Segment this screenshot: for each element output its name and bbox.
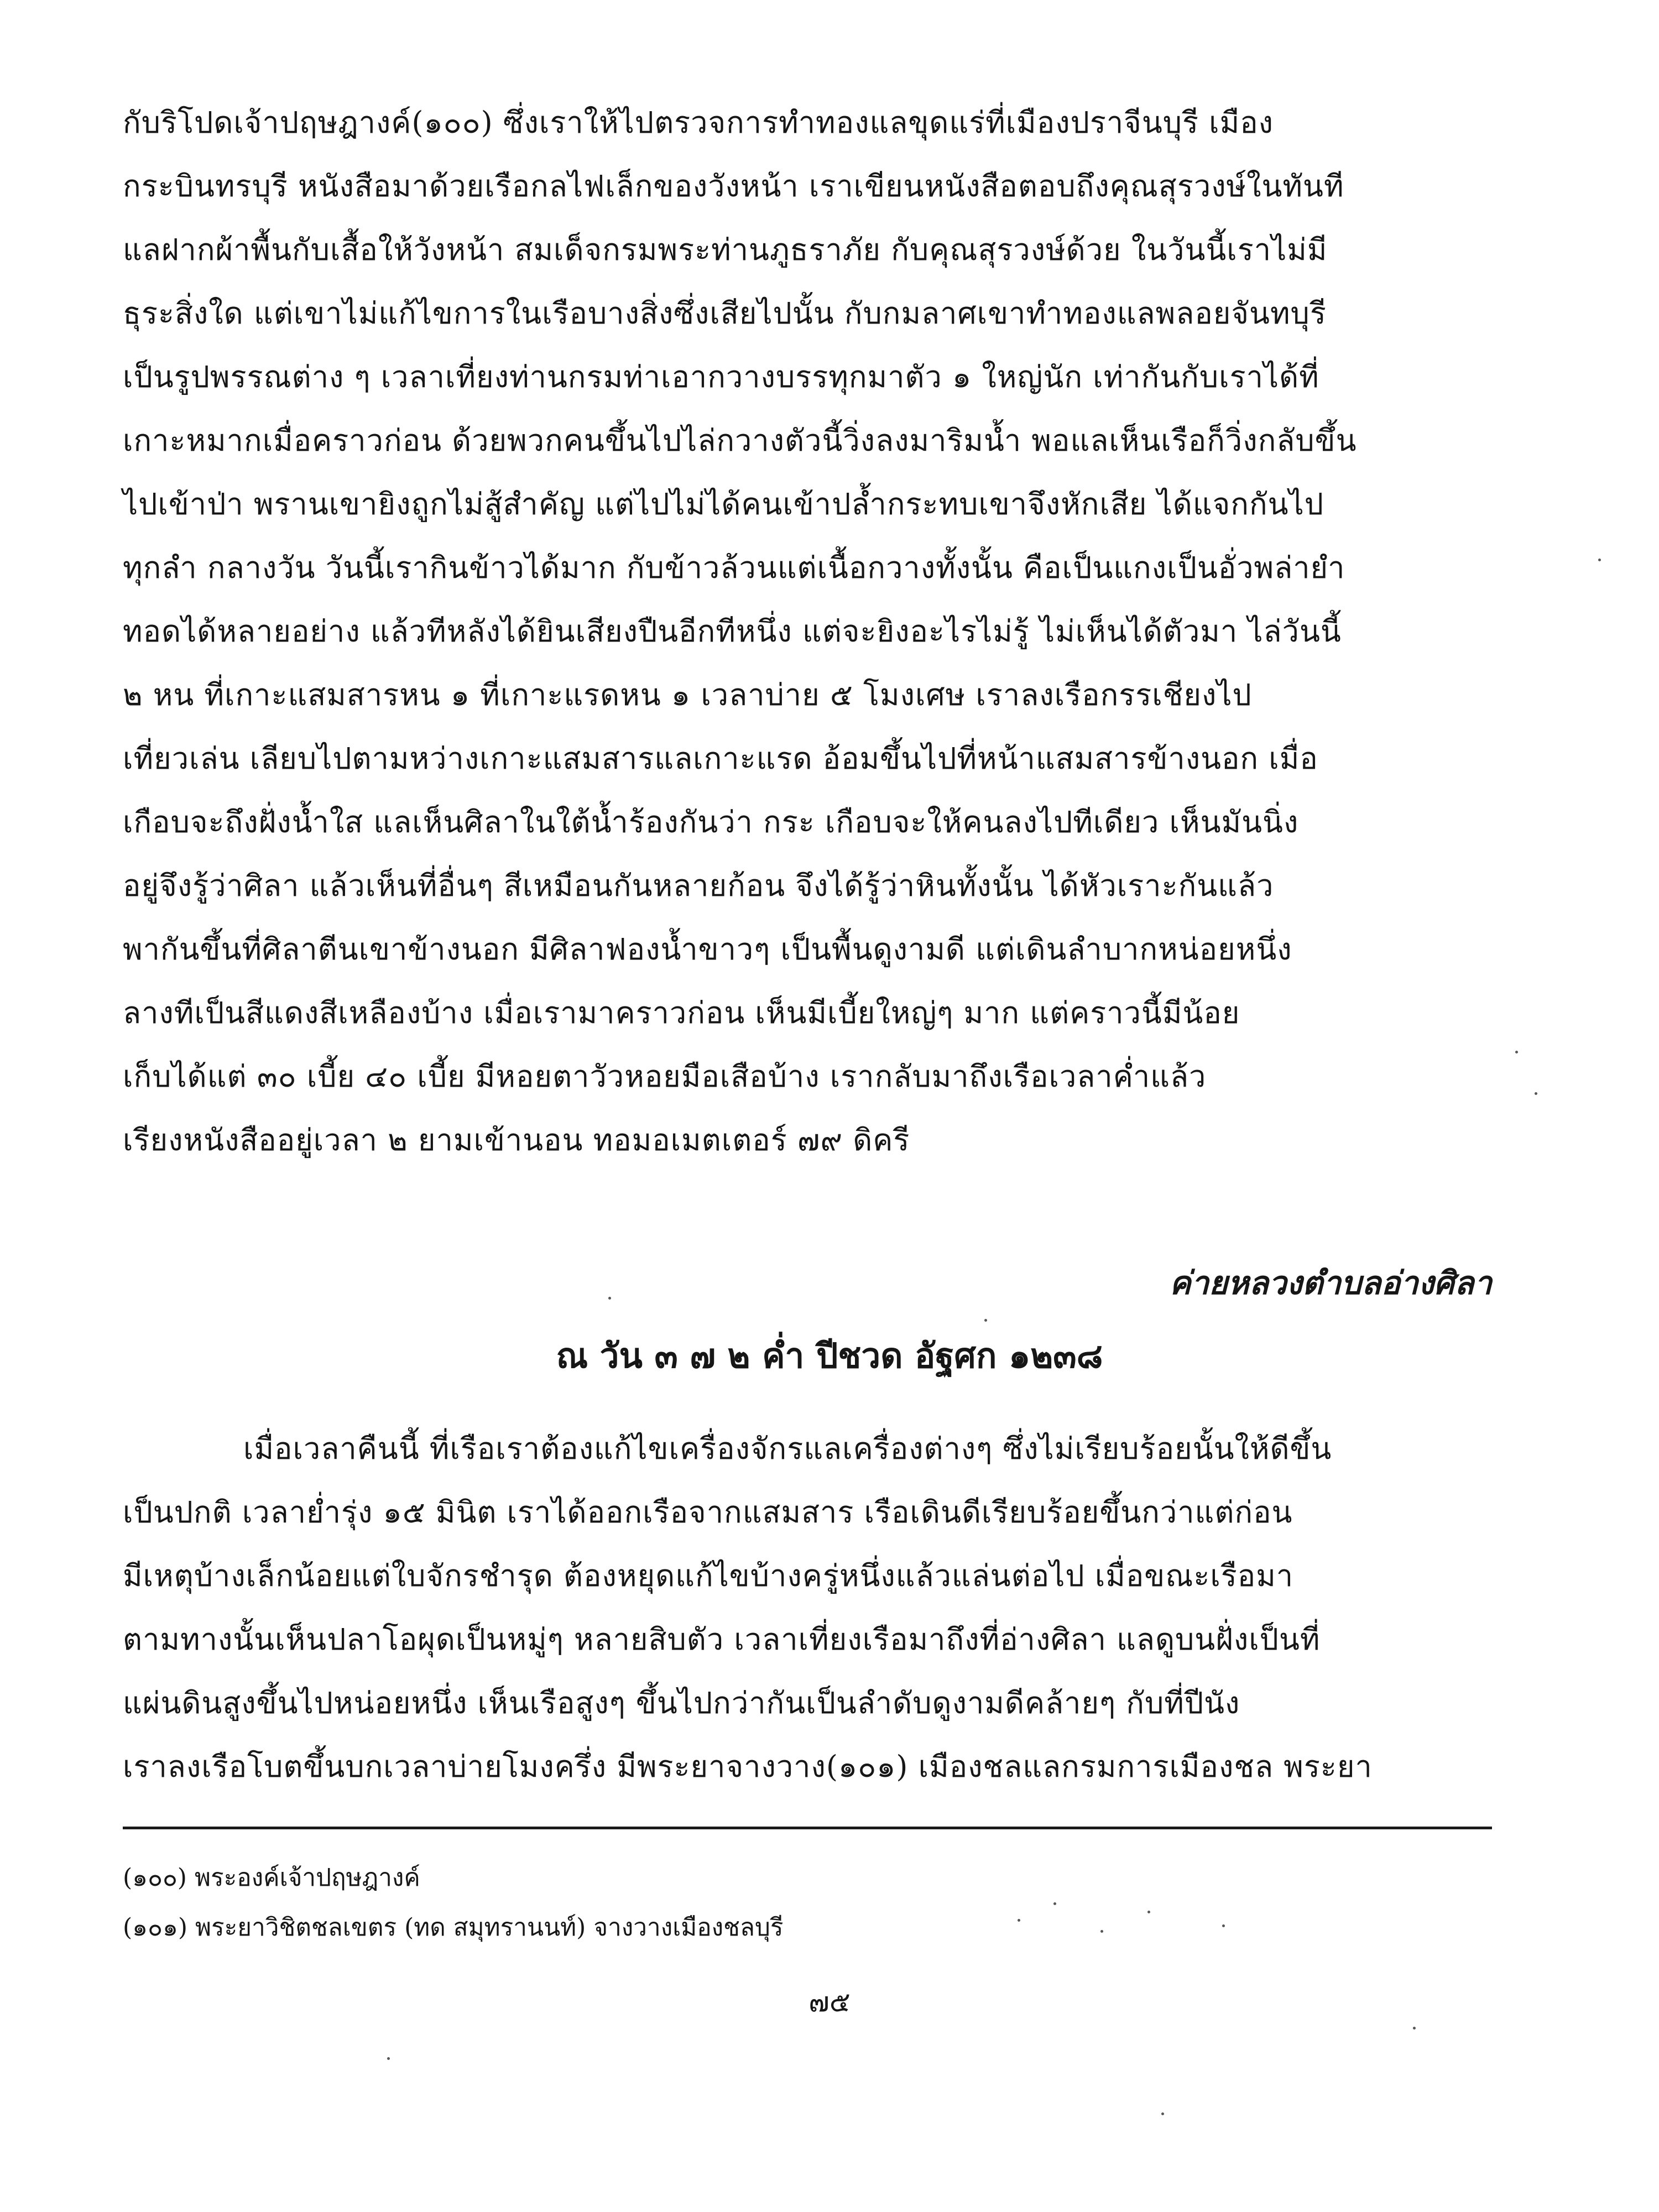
scan-speck: [1515, 1051, 1518, 1053]
body-line: เราลงเรือโบตขึ้นบกเวลาบ่ายโมงครึ่ง มีพระยาจางวาง(๑๐๑) เมืองชลแลกรมการเมืองชล พระยา: [123, 1749, 1373, 1784]
body-line: อยู่จึงรู้ว่าศิลา แล้วเห็นที่อื่นๆ สีเหมือนกันหลายก้อน จึงได้รู้ว่าหินทั้งนั้น ได้หัวเราะกันแล้ว: [123, 868, 1274, 903]
body-line: ๒ หน ที่เกาะแสมสารหน ๑ ที่เกาะแรดหน ๑ เวลาบ่าย ๕ โมงเศษ เราลงเรือกรรเชียงไป: [123, 677, 1252, 712]
scan-speck: [1018, 1919, 1020, 1922]
date-heading: ณ วัน ๓ ๗ ๒ ค่ำ ปีชวด อัฐศก ๑๒๓๘: [556, 1335, 1103, 1376]
scan-speck: [1535, 1092, 1537, 1095]
body-line: เป็นรูปพรรณต่าง ๆ เวลาเที่ยงท่านกรมท่าเอากวางบรรทุกมาตัว ๑ ใหญ่นัก เท่ากันกับเราได้ที่: [123, 359, 1319, 394]
scan-speck: [1161, 2112, 1164, 2115]
body-line: เก็บได้แต่ ๓๐ เบี้ย ๔๐ เบี้ย มีหอยตาวัวหอยมือเสือบ้าง เรากลับมาถึงเรือเวลาค่ำแล้ว: [123, 1059, 1207, 1094]
scan-speck: [387, 2057, 390, 2060]
footnote: (๑๐๑) พระยาวิชิตชลเขตร (ทด สมุทรานนท์) จางวางเมืองชลบุรี: [123, 1913, 784, 1942]
body-line: เรียงหนังสืออยู่เวลา ๒ ยามเข้านอน ทอมอเมตเตอร์ ๗๙ ดิครี: [123, 1123, 910, 1157]
body-line: แผ่นดินสูงขึ้นไปหน่อยหนึ่ง เห็นเรือสูงๆ ขึ้นไปกว่ากันเป็นลำดับดูงามดีคล้ายๆ กับที่ปีนัง: [123, 1686, 1240, 1720]
body-line: กระบินทรบุรี หนังสือมาด้วยเรือกลไฟเล็กของวังหน้า เราเขียนหนังสือตอบถึงคุณสุรวงษ์ในทันที: [123, 169, 1344, 204]
body-line: แลฝากผ้าพื้นกับเสื้อให้วังหน้า สมเด็จกรมพระท่านภูธราภัย กับคุณสุรวงษ์ด้วย ในวันนี้เราไม่มี: [123, 232, 1328, 267]
body-line: ลางทีเป็นสีแดงสีเหลืองบ้าง เมื่อเรามาคราวก่อน เห็นมีเบี้ยใหญ่ๆ มาก แต่คราวนี้มีน้อย: [123, 995, 1240, 1030]
scan-speck: [1222, 1924, 1225, 1927]
body-line: ธุระสิ่งใด แต่เขาไม่แก้ไขการในเรือบางสิ่งซึ่งเสียไปนั้น กับกมลาศเขาทำทองแลพลอยจันทบุรี: [123, 296, 1327, 331]
body-line: พากันขึ้นที่ศิลาตีนเขาข้างนอก มีศิลาฟองน้ำขาวๆ เป็นพื้นดูงามดี แต่เดินลำบากหน่อยหนึ่ง: [123, 932, 1292, 967]
section-heading: ค่ายหลวงตำบลอ่างศิลา: [1169, 1264, 1492, 1302]
footnote: (๑๐๐) พระองค์เจ้าปฤษฎางค์: [123, 1864, 420, 1892]
body-line: เที่ยวเล่น เลียบไปตามหว่างเกาะแสมสารแลเกาะแรด อ้อมขึ้นไปที่หน้าแสมสารข้างนอก เมื่อ: [123, 741, 1318, 776]
body-line: เกาะหมากเมื่อคราวก่อน ด้วยพวกคนขึ้นไปไล่กวางตัวนี้วิ่งลงมาริมน้ำ พอแลเห็นเรือก็วิ่งกลับขึ้น: [123, 423, 1357, 458]
scan-speck: [1413, 2027, 1416, 2030]
scan-speck: [984, 1319, 987, 1322]
body-line: มีเหตุบ้างเล็กน้อยแต่ใบจักรชำรุด ต้องหยุดแก้ไขบ้างครู่หนึ่งแล้วแล่นต่อไป เมื่อขณะเรือมา: [123, 1558, 1294, 1593]
body-line: ทุกลำ กลางวัน วันนี้เรากินข้าวได้มาก กับข้าวล้วนแต่เนื้อกวางทั้งนั้น คือเป็นแกงเป็นอั่วพล่ายำ: [123, 550, 1345, 585]
body-line: เป็นปกติ เวลาย่ำรุ่ง ๑๕ มินิต เราได้ออกเรือจากแสมสาร เรือเดินดีเรียบร้อยขึ้นกว่าแต่ก่อน: [123, 1495, 1293, 1530]
scan-speck: [1053, 1902, 1056, 1905]
scan-speck: [608, 1297, 611, 1300]
footnote-divider: [123, 1827, 1492, 1829]
page-number: ๗๕: [808, 1986, 851, 2018]
body-line: เมื่อเวลาคืนนี้ ที่เรือเราต้องแก้ไขเครื่องจักรแลเครื่องต่างๆ ซึ่งไม่เรียบร้อยนั้นให้ดีขึ้น: [243, 1431, 1332, 1466]
body-line: ทอดได้หลายอย่าง แล้วทีหลังได้ยินเสียงปืนอีกทีหนึ่ง แต่จะยิงอะไรไม่รู้ ไม่เห็นได้ตัวมา ไล่วันนี้: [123, 614, 1342, 649]
scan-speck: [1100, 1930, 1103, 1933]
body-line: กับริโปดเจ้าปฤษฎางค์(๑๐๐) ซึ่งเราให้ไปตรวจการทำทองแลขุดแร่ที่เมืองปราจีนบุรี เมือง: [123, 105, 1274, 140]
body-line: เกือบจะถึงฝั่งน้ำใส แลเห็นศิลาในใต้น้ำร้องกันว่า กระ เกือบจะให้คนลงไปทีเดียว เห็นมันนิ่ง: [123, 805, 1299, 839]
scan-speck: [1598, 559, 1601, 561]
body-line: ไปเข้าป่า พรานเขายิงถูกไม่สู้สำคัญ แต่ไปไม่ได้คนเข้าปล้ำกระทบเขาจึงหักเสีย ได้แจกกันไป: [123, 487, 1324, 521]
body-line: ตามทางนั้นเห็นปลาโอผุดเป็นหมู่ๆ หลายสิบตัว เวลาเที่ยงเรือมาถึงที่อ่างศิลา แลดูบนฝั่งเป็นที่: [123, 1622, 1321, 1657]
scan-speck: [1147, 1911, 1150, 1913]
